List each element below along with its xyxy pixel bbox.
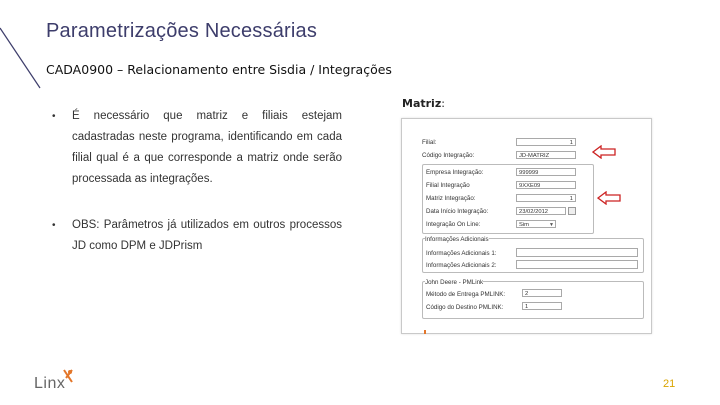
info-adicionais-2-field[interactable] [516, 260, 638, 269]
info-adicionais-1-label: Informações Adicionais 1: [426, 250, 497, 257]
integracao-online-label: Integração On Line: [426, 221, 481, 228]
codigo-destino-label: Código do Destino PMLINK: [426, 304, 504, 311]
metodo-entrega-label: Método de Entrega PMLINK: [426, 291, 506, 298]
bullet-marker: • [52, 111, 56, 122]
chevron-down-icon[interactable]: ▼ [549, 222, 554, 228]
data-inicio-field[interactable]: 23/02/2012 [516, 207, 566, 215]
data-inicio-label: Data Início Integração: [426, 208, 489, 215]
calendar-icon[interactable] [568, 207, 576, 215]
filial-integracao-field[interactable]: 9XXE09 [516, 181, 576, 189]
codigo-destino-field[interactable]: 1 [522, 302, 562, 310]
screenshot-caption-suffix: : [441, 97, 445, 110]
decorative-mark [424, 330, 426, 334]
bullet-item [52, 215, 342, 257]
info-adicionais-title: Informações Adicionais [425, 236, 489, 243]
arrow-left-icon [597, 191, 621, 205]
info-adicionais-2-label: Informações Adicionais 2: [426, 262, 497, 269]
filial-label: Filial: [422, 139, 437, 146]
slide-title: Parametrizações Necessárias [46, 20, 318, 42]
empresa-integracao-label: Empresa Integração: [426, 169, 484, 176]
codigo-integracao-label: Código Integração: [422, 152, 475, 159]
metodo-entrega-field[interactable]: 2 [522, 289, 562, 297]
codigo-integracao-field[interactable]: JD-MATRIZ [516, 151, 576, 159]
pmlink-group [422, 281, 644, 319]
bullet-text: É necessário que matriz e filiais estejam cadastradas neste programa, identificando em cada filial qual é a que corresponde a matriz onde serão processada as integrações. [72, 110, 342, 185]
info-adicionais-1-field[interactable] [516, 248, 638, 257]
matriz-integracao-label: Matriz Integração: [426, 195, 476, 202]
logo-text: Linx [34, 375, 66, 392]
integracao-online-select[interactable]: Sim [516, 220, 556, 228]
arrow-left-icon [592, 145, 616, 159]
filial-field[interactable]: 1 [516, 138, 576, 146]
matriz-integracao-field[interactable]: 1 [516, 194, 576, 202]
page-number: 21 [663, 378, 676, 390]
slide-subtitle: CADA0900 – Relacionamento entre Sisdia / Integrações [46, 62, 392, 77]
pmlink-title: John Deere - PMLink [425, 279, 484, 286]
filial-integracao-label: Filial Integração [426, 182, 470, 189]
bullet-item [52, 106, 342, 190]
bullet-marker: • [52, 220, 56, 231]
screenshot-caption [402, 97, 445, 110]
screenshot-caption-label: Matriz [402, 97, 442, 110]
empresa-integracao-field[interactable]: 999999 [516, 168, 576, 176]
bullet-text: OBS: Parâmetros já utilizados em outros processos JD como DPM e JDPrism [72, 219, 342, 252]
